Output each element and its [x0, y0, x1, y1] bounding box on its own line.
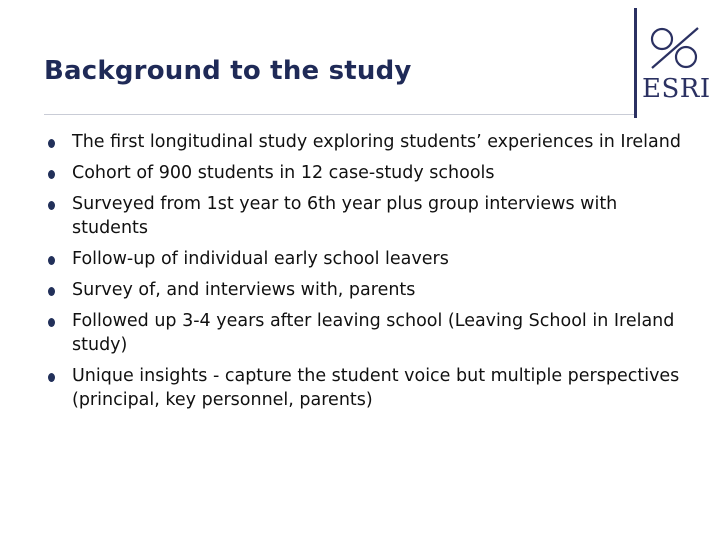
slide-title: Background to the study — [44, 56, 412, 86]
bullet-list — [48, 130, 688, 419]
logo-mark-icon — [646, 26, 704, 70]
list-item — [48, 309, 688, 357]
bullet-dot-icon — [48, 318, 55, 327]
bullet-dot-icon — [48, 170, 55, 179]
list-item — [48, 247, 688, 271]
bullet-dot-icon — [48, 287, 55, 296]
list-item — [48, 364, 688, 412]
bullet-text: Follow-up of individual early school leavers — [72, 249, 449, 269]
list-item — [48, 192, 688, 240]
bullet-dot-icon — [48, 373, 55, 382]
bullet-dot-icon — [48, 139, 55, 148]
bullet-text: Survey of, and interviews with, parents — [72, 280, 416, 300]
bullet-text: Unique insights - capture the student voice but multiple perspectives (principal, key personnel, parents) — [72, 366, 680, 410]
bullet-dot-icon — [48, 256, 55, 265]
bullet-dot-icon — [48, 201, 55, 210]
logo-divider-bar — [634, 8, 637, 118]
list-item — [48, 161, 688, 185]
bullet-text: Surveyed from 1st year to 6th year plus group interviews with students — [72, 194, 618, 238]
esri-logo — [634, 8, 714, 120]
bullet-text: Followed up 3-4 years after leaving school (Leaving School in Ireland study) — [72, 311, 675, 355]
list-item — [48, 130, 688, 154]
logo-text: ESRI — [642, 74, 711, 104]
bullet-text: The first longitudinal study exploring students’ experiences in Ireland — [72, 132, 681, 152]
title-divider — [44, 114, 634, 115]
bullet-text: Cohort of 900 students in 12 case-study schools — [72, 163, 495, 183]
list-item — [48, 278, 688, 302]
